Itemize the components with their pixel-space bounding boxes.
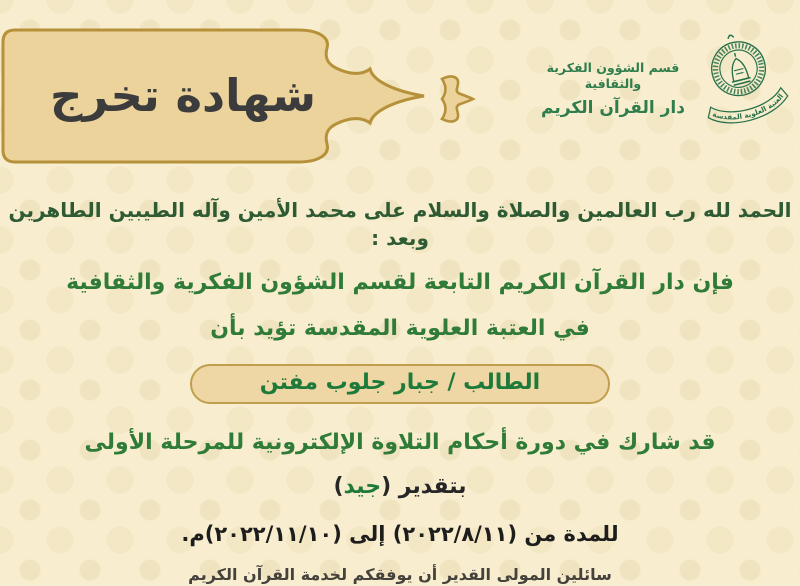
issuer-line: فإن دار القرآن الكريم التابعة لقسم الشؤون الفكرية والثقافية xyxy=(66,270,734,295)
department-name: قسم الشؤون الفكرية والثقافية xyxy=(546,60,680,92)
grade-value: جيد xyxy=(343,474,382,499)
shrine-emblem-icon xyxy=(694,30,790,142)
student-name-pill: الطالب / جبار جلوب مفتن xyxy=(190,364,610,404)
grade-line xyxy=(0,472,800,502)
dar-alquran-name: دار القرآن الكريم xyxy=(541,97,685,118)
certificate-title: شهادة تخرج xyxy=(50,68,316,122)
emblem-ribbon-text: العتبة العلوية المقدسة xyxy=(711,92,786,122)
certificate-body xyxy=(0,196,800,586)
certificate-header xyxy=(0,0,800,175)
course-duration-line: للمدة من (٢٠٢٢/٨/١١) إلى (٢٠٢٢/١١/١٠)م. xyxy=(181,522,619,546)
arabesque-ornament-icon xyxy=(438,72,476,126)
course-participation-line: قد شارك في دورة أحكام التلاوة الإلكترونية للمرحلة الأولى xyxy=(84,430,716,455)
closing-supplication-line: سائلين المولى القدير أن يوفقكم لخدمة القرآن الكريم xyxy=(188,565,612,584)
grade-close-paren: ) xyxy=(333,474,344,499)
issuing-department-block xyxy=(538,60,688,118)
attestation-line: في العتبة العلوية المقدسة تؤيد بأن xyxy=(210,316,590,341)
preamble-line: الحمد لله رب العالمين والصلاة والسلام على محمد الأمين وآله الطيبين الطاهرين وبعد : xyxy=(8,198,792,250)
grade-label: بتقدير ( xyxy=(381,474,467,499)
